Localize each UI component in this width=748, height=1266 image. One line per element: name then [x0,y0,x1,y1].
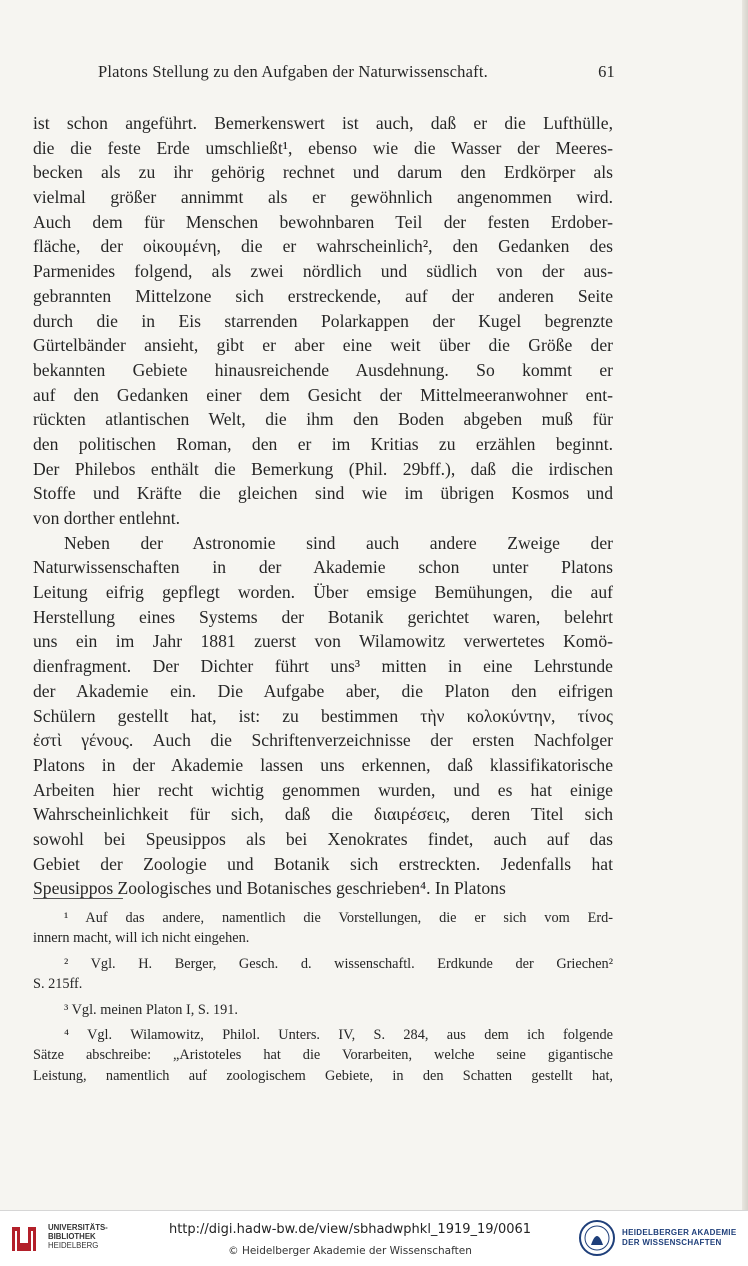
page-number: 61 [598,62,615,81]
text-line: bekannten Gebiete hinausreichende Ausdehnung. So kommt er [33,359,613,380]
footnote [33,908,613,949]
text-line: Leitung eifrig gepflegt worden. Über emsige Bemühungen, die auf [33,582,613,603]
text-line: sowohl bei Speusippos als bei Xenokrates findet, auch auf das [33,828,613,849]
footnote-line: innern macht, will ich nicht eingehen. [33,930,250,947]
footnote-line: S. 215ff. [33,976,83,993]
text-line: Arbeiten hier recht wichtig genommen wurden, und es hat einige [33,779,613,800]
running-head [98,62,615,86]
text-line: Naturwissenschaften in der Akademie schon unter Platons [33,557,613,578]
academy-seal-icon [578,1219,616,1257]
text-line: Wahrscheinlichkeit für sich, daß die διαιρέσεις, deren Titel sich [33,804,613,825]
text-line: fläche, der οἰκουμένη, die er wahrscheinlich², den Gedanken des [33,236,613,257]
text-line: von dorther entlehnt. [33,508,181,528]
footnote [33,954,613,995]
text-line: dienfragment. Der Dichter führt uns³ mitten in eine Lehrstunde [33,656,613,677]
text-line: Stoffe und Kräfte die gleichen sind wie im übrigen Kosmos und [33,483,613,504]
academy-line: DER WISSENSCHAFTEN [622,1238,722,1247]
library-name [48,1223,108,1250]
text-line: uns ein im Jahr 1881 zuerst von Wilamowitz verwertetes Komö- [33,631,613,652]
university-library-logo-icon [6,1221,42,1257]
academy-name [622,1228,736,1248]
footnote-line: ¹ Auf das andere, namentlich die Vorstellungen, die er sich vom Erd- [64,910,613,926]
text-line: Der Philebos enthält die Bemerkung (Phil. 29bff.), daß die irdischen [33,458,613,479]
text-line: die die feste Erde umschließt¹, ebenso wie die Wasser der Meeres- [33,137,613,158]
running-head-title: Platons Stellung zu den Aufgaben der Naturwissenschaft. [98,62,488,81]
permalink-url[interactable]: http://digi.hadw-bw.de/view/sbhadwphkl_1919_19/0061 [168,1222,532,1237]
text-line: durch die in Eis starrenden Polarkappen der Kugel begrenzte [33,310,613,331]
footnote-line: ⁴ Vgl. Wilamowitz, Philol. Unters. IV, S. 284, aus dem ich folgende [64,1026,613,1043]
text-line: ist schon angeführt. Bemerkenswert ist auch, daß er die Lufthülle, [33,113,613,133]
academy-line: HEIDELBERGER AKADEMIE [622,1228,737,1237]
footnote-line: ² Vgl. H. Berger, Gesch. d. wissenschaftl. Erdkunde der Griechen² [64,955,613,972]
text-line: rückten atlantischen Welt, die ihm den Boden abgeben muß für [33,409,613,430]
text-line: vielmal größer annimmt als er gewöhnlich angenommen wird. [33,187,613,208]
footnotes [33,908,613,1091]
text-line: Auch dem für Menschen bewohnbaren Teil der festen Erdober- [33,211,613,232]
viewer-footer [0,1210,748,1266]
text-line: becken als zu ihr gehörig rechnet und darum den Erdkörper als [33,162,613,183]
footnote-rule [33,898,123,899]
page-edge [742,0,748,1210]
text-line: den politischen Roman, den er im Kritias zu erzählen beginnt. [33,433,613,454]
text-line: Speusippos Zoologisches und Botanisches geschrieben⁴. In Platons [33,878,506,899]
text-line: Herstellung eines Systems der Botanik gerichtet waren, belehrt [33,606,613,627]
footnote-line: ³ Vgl. meinen Platon I, S. 191. [64,1001,238,1018]
library-line: UNIVERSITÄTS- [48,1223,108,1232]
text-line: Neben der Astronomie sind auch andere Zweige der [64,532,613,553]
library-line: HEIDELBERG [48,1241,99,1250]
text-line: Gebiet der Zoologie und Botanik sich erstreckten. Jedenfalls hat [33,853,613,874]
footnote [33,1000,613,1020]
text-line: Parmenides folgend, als zwei nördlich und südlich von der aus- [33,261,613,282]
footnote-line: Leistung, namentlich auf zoologischem Gebiete, in den Schatten gestellt hat, [33,1067,613,1084]
text-line: auf den Gedanken einer dem Gesicht der Mittelmeeranwohner ent- [33,384,613,405]
text-line: Schülern gestellt hat, ist: zu bestimmen τὴν κολοκύντην, τίνος [33,705,613,726]
library-line: BIBLIOTHEK [48,1232,96,1241]
text-line: gebrannten Mittelzone sich erstreckende, auf der anderen Seite [33,285,613,306]
text-line: ἐστὶ γένους. Auch die Schriftenverzeichnisse der ersten Nachfolger [33,730,613,751]
copyright-notice: © Heidelberger Akademie der Wissenschaften [228,1245,472,1257]
footnote [33,1025,613,1086]
main-text [33,111,613,901]
text-line: Platons in der Akademie lassen uns erkennen, daß klassifikatorische [33,754,613,775]
footnote-line: Sätze abschreibe: „Aristoteles hat die Vorarbeiten, welche seine gigantische [33,1047,613,1064]
text-line: Gürtelbänder ansieht, gibt er aber eine weit über die Größe der [33,335,613,356]
text-line: der Akademie ein. Die Aufgabe aber, die Platon den eifrigen [33,680,613,701]
